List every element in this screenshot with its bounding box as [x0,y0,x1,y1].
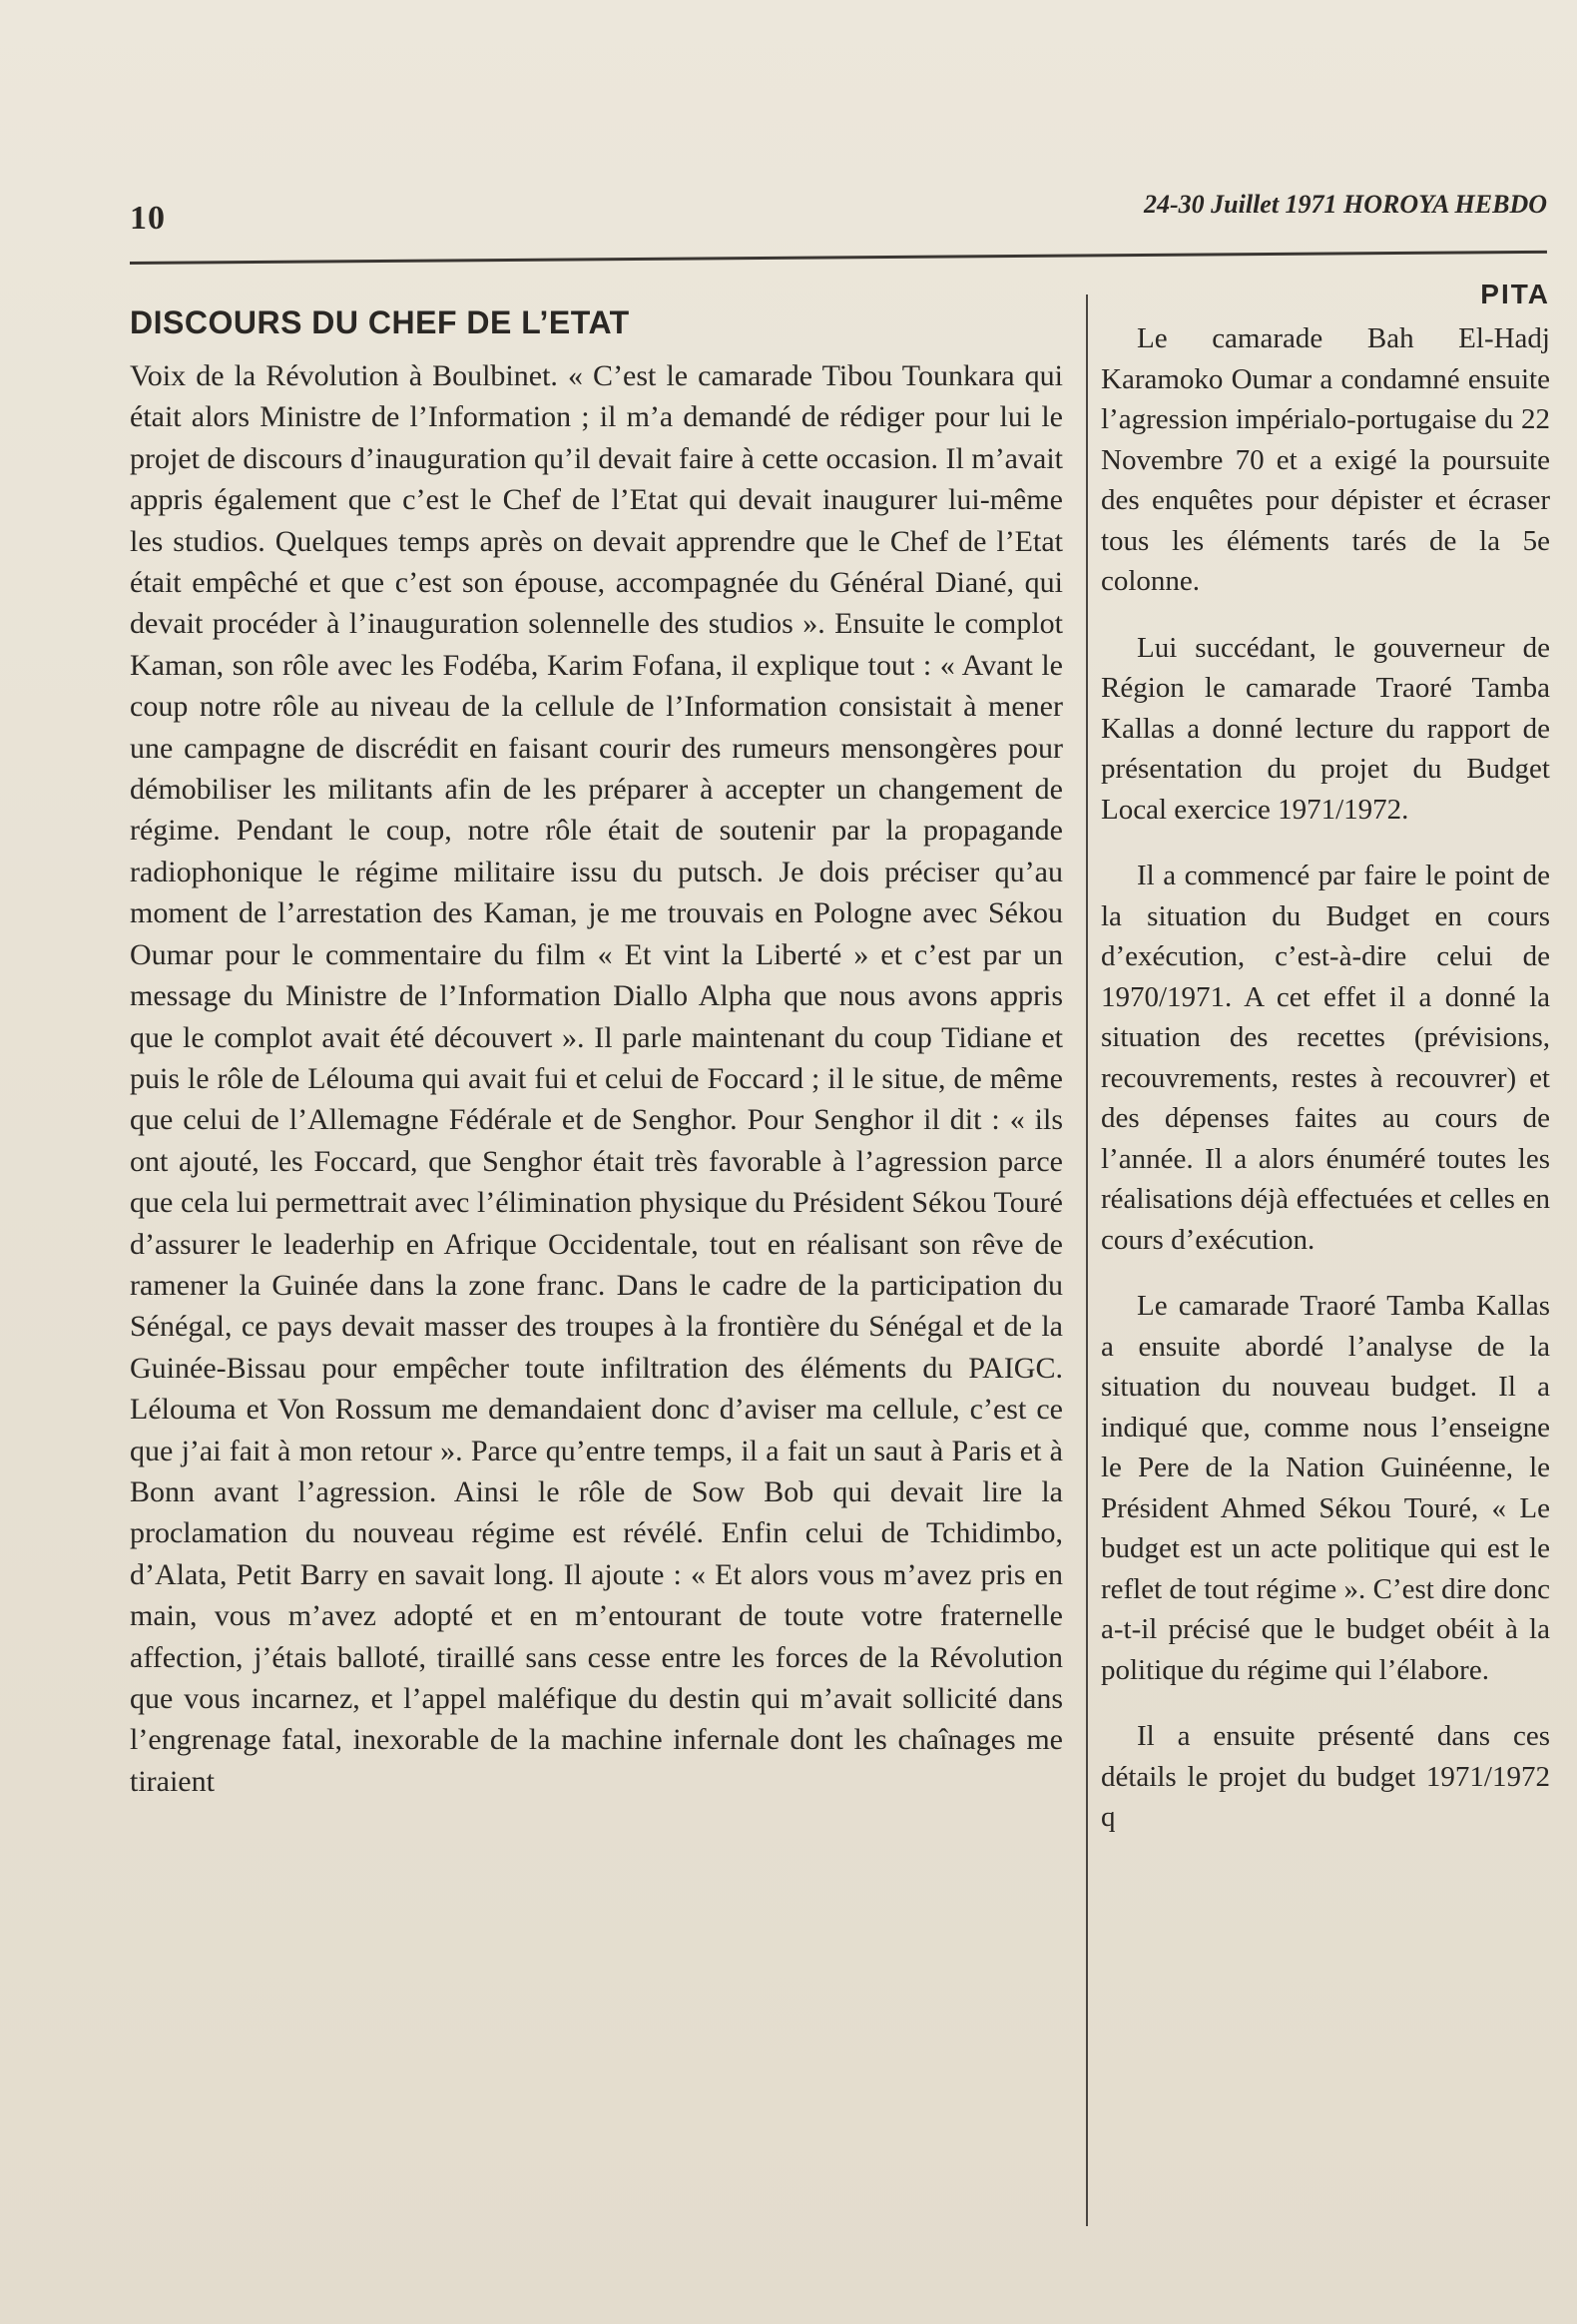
right-article [1101,275,1550,2261]
right-article-title: PITA [1480,279,1550,309]
right-paragraph: Le camarade Bah El-Hadj Karamoko Oumar a condamné ensuite l’agression impérialo-portugaise du 22 Novembre 70 et a exigé la poursuite des enquêtes pour dépister et écraser tous les éléments tarés de la 5e colonne. [1101,322,1550,597]
right-paragraph: Le camarade Traoré Tamba Kallas a ensuite abordé l’analyse de la situation du nouveau budget. Il a indiqué que, comme nous l’enseigne le Pere de la Nation Guinéenne, le Président Ahmed Sékou Touré, « Le budget est un acte politique qui est le reflet de tout régime ». C’est dire donc a-t-il précisé que le budget obéit à la politique du régime qui l’élabore. [1101,1290,1550,1686]
right-paragraph: Il a commencé par faire le point de la situation du Budget en cours d’exécution, c’est-à-dire celui de 1970/1971. A cet effet il a donné la situation des recettes (prévisions, recouvrements, restes à recouvrer) et des dépenses faites au cours de l’année. Il a alors énuméré toutes les réalisations déjà effectuées et celles en cours d’exécution. [1101,860,1550,1256]
left-article-body: Voix de la Révolution à Boulbinet. « C’est le camarade Tibou Tounkara qui était alors Ministre de l’Information ; il m’a demandé de rédiger pour lui le projet de discours d’inauguration qu’il devait faire à cette occasion. Il m’avait appris également que c’est le Chef de l’Etat qui devait inaugurer lui-même les studios. Quelques temps après on devait apprendre que le Chef de l’Etat était empêché et que c’est son épouse, accompagnée du Général Diané, qui devait procéder à l’inauguration solennelle des studios ». Ensuite le complot Kaman, son rôle avec les Fodéba, Karim Fofana, il explique tout : « Avant le coup notre rôle au niveau de la cellule de l’Information consistait à mener une campagne de discrédit en faisant courir des rumeurs mensongères pour démobiliser les militants afin de les préparer à accepter un changement de régime. Pendant le coup, notre rôle était de soutenir par la propagande radiophonique le régime militaire issu du putsch. Je dois préciser qu’au moment de l’arrestation des Kaman, je me trouvais en Pologne avec Sékou Oumar pour le commentaire du film « Et vint la Liberté » et c’est par un message du Ministre de l’Information Diallo Alpha que nous avons appris que le complot avait été découvert ». Il parle maintenant du coup Tidiane et puis le rôle de Lélouma qui avait fui et celui de Foccard ; il le situe, de même que celui de l’Allemagne Fédérale et de Senghor. Pour Senghor il dit : « ils ont ajouté, les Foccard, que Senghor était très favorable à l’agression parce que cela lui permettrait avec l’élimination physique du Président Sékou Touré d’assurer le leaderhip en Afrique Occidentale, tout en réalisant son rêve de ramener la Guinée dans la zone franc. Dans le cadre de la participation du Sénégal, ce pays devait masser des troupes à la frontière du Sénégal et de la Guinée-Bissau pour empêcher toute infiltration des éléments du PAIGC. Lélouma et Von Rossum me demandaient donc d’aviser ma cellule, c’est ce que j’ai fait à mon retour ». Parce qu’entre temps, il a fait un saut à Paris et à Bonn avant l’agression. Ainsi le rôle de Sow Bob qui devait lire la proclamation du nouveau régime est révélé. Enfin celui de Tchidimbo, d’Alata, Petit Barry en savait long. Il ajoute : « Et alors vous m’avez pris en main, vous m’avez adopté et en m’entourant de toute votre fraternelle affection, j’étais balloté, tiraillé sans cesse entre les forces de la Révolution que vous incarnez, et l’appel maléfique du destin qui m’avait sollicité dans l’engrenage fatal, inexorable de la machine infernale dont les chaînages me tiraient [130,359,1063,1798]
date-masthead: 24-30 Juillet 1971 HOROYA HEBDO [1144,190,1547,219]
left-article-title: DISCOURS DU CHEF DE L’ETAT [130,304,630,340]
column-divider [1086,294,1088,2226]
left-article [130,299,1063,2256]
right-paragraph: Il a ensuite présenté dans ces détails le projet du budget 1971/1972 q [1101,1720,1550,1833]
right-paragraph: Lui succédant, le gouverneur de Région le camarade Traoré Tamba Kallas a donné lecture du rapport de présentation du projet du Budget Local exercice 1971/1972. [1101,631,1550,826]
page-number: 10 [130,200,166,237]
